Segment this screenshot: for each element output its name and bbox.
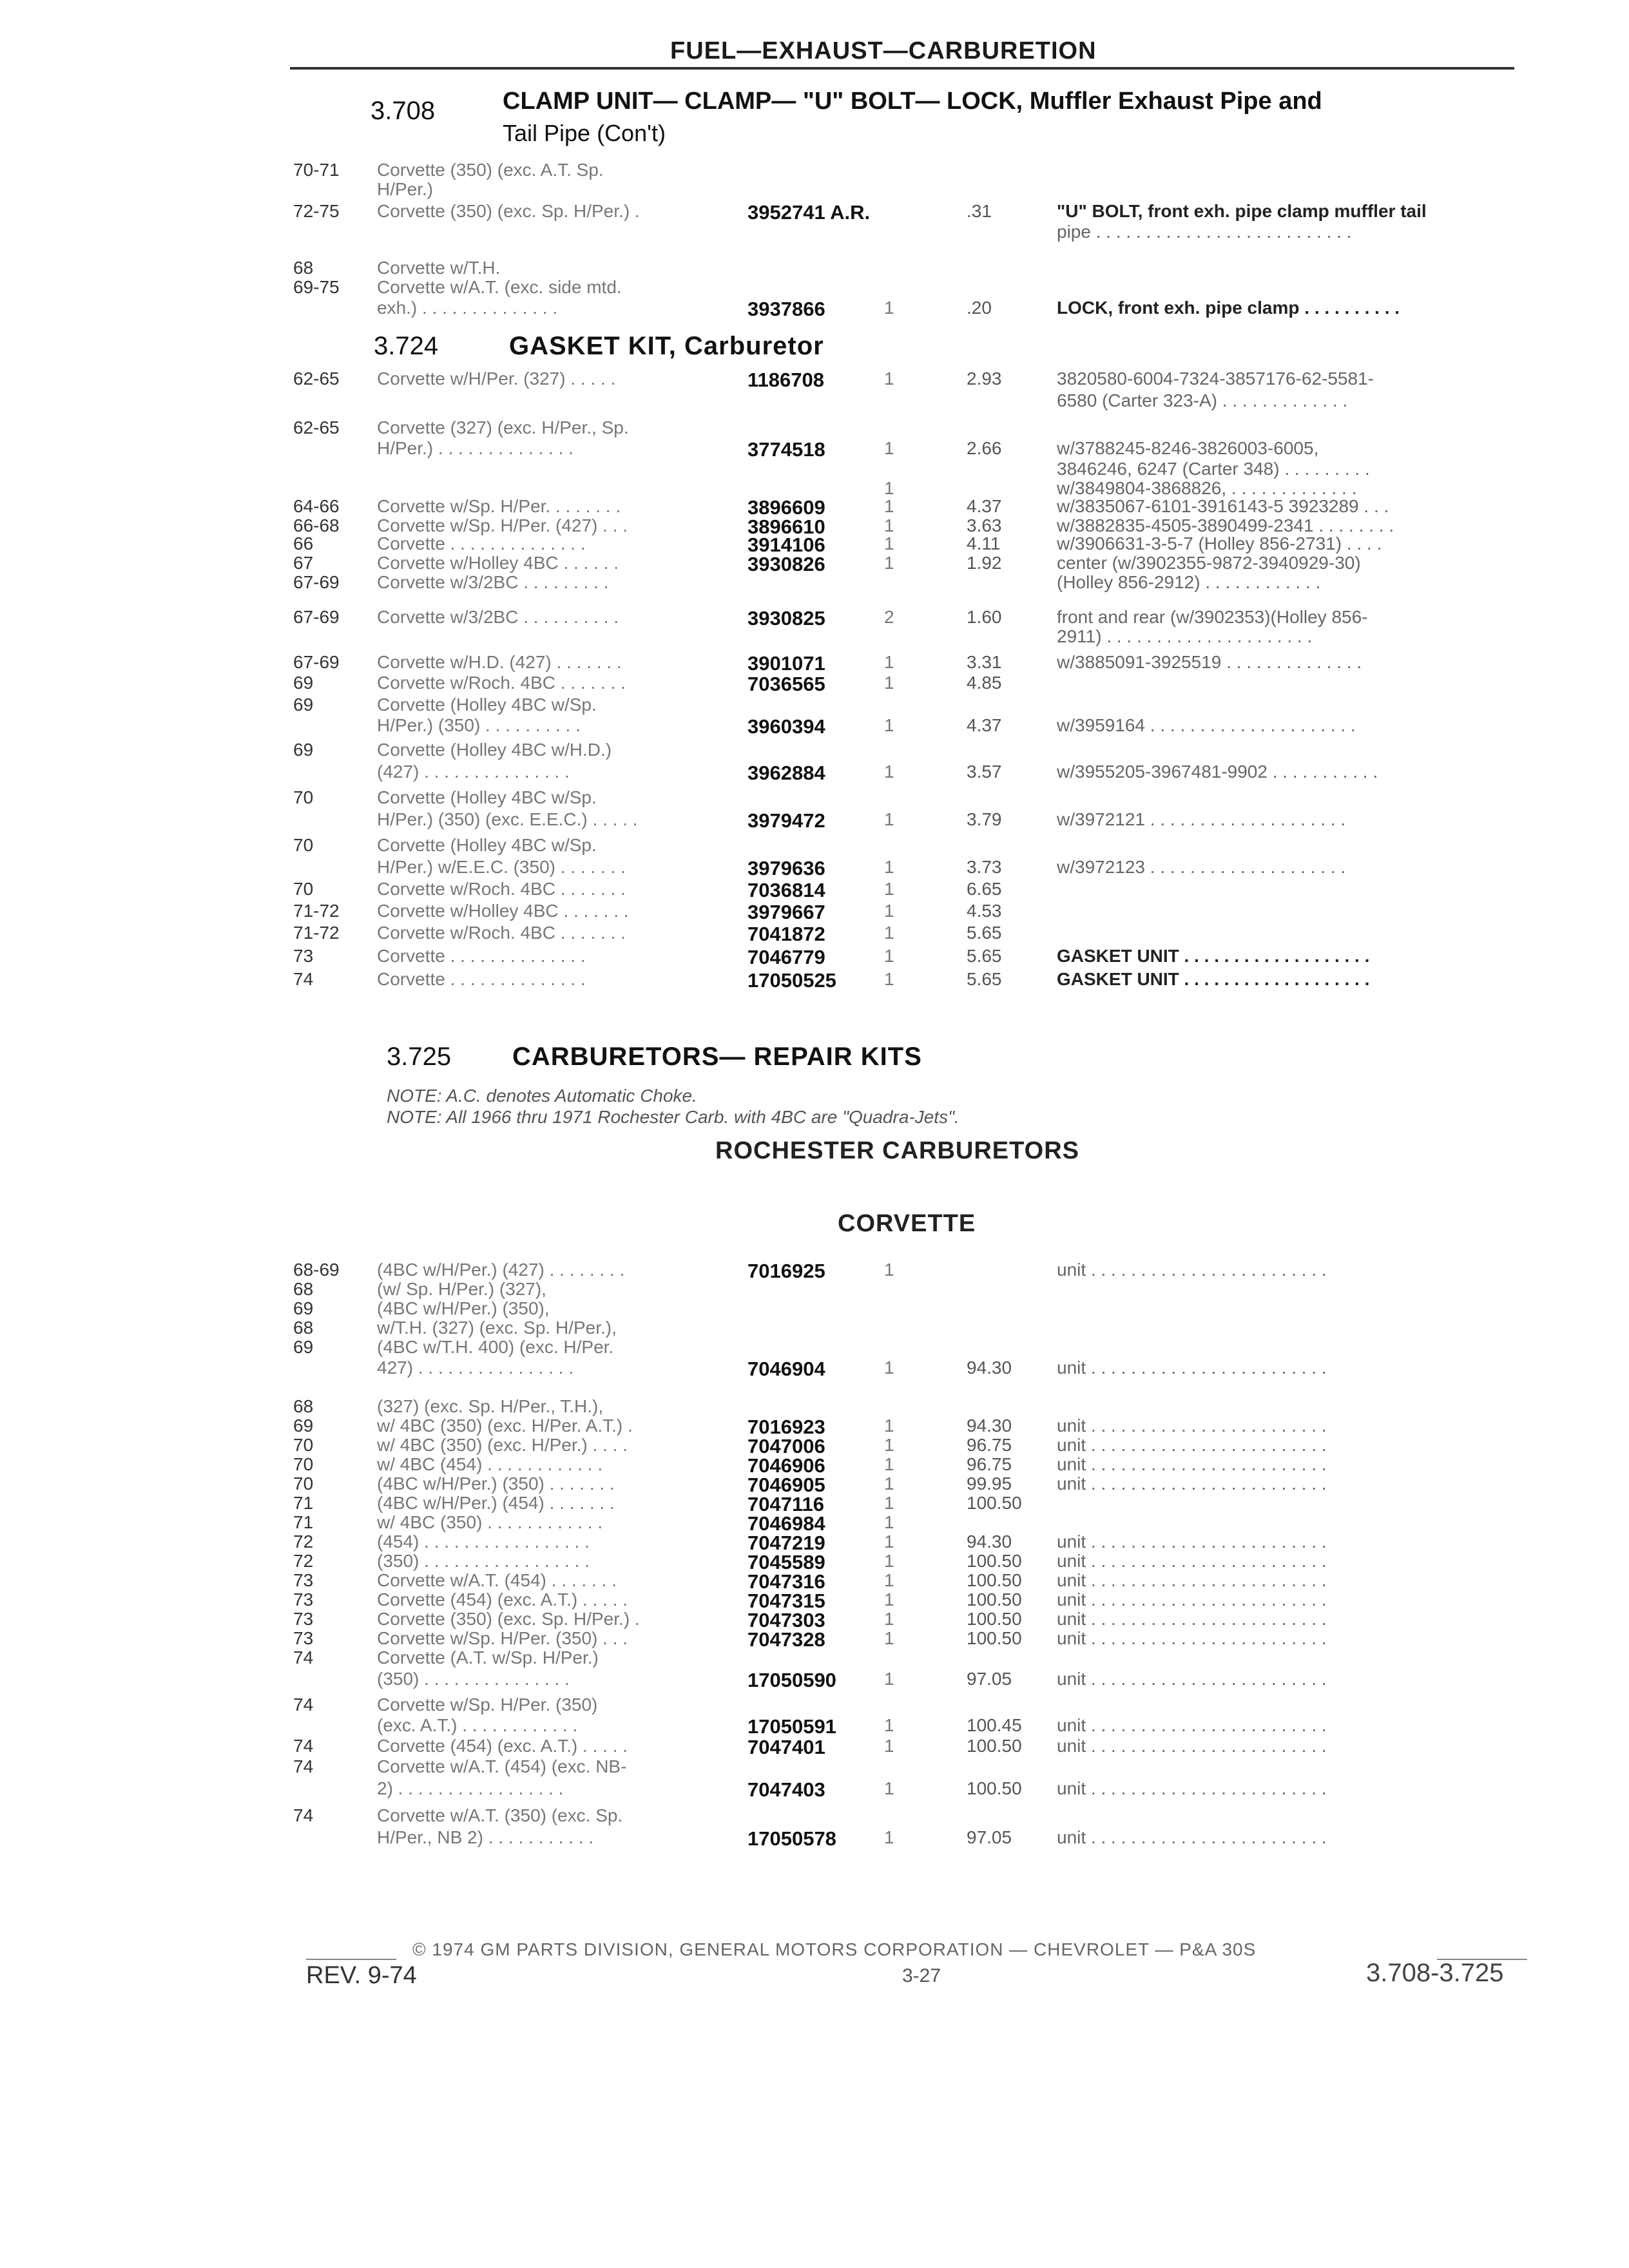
part-number-cell: 7047219 [747,1532,825,1554]
price-cell: 4.85 [967,673,1002,693]
part-number-cell: 7047316 [747,1570,825,1593]
year-cell: 68 [293,258,314,278]
year-cell: 67-69 [293,652,340,672]
quantity-cell: 1 [884,1474,894,1494]
year-cell: 68 [293,1318,314,1338]
part-number-cell: 7047401 [747,1736,825,1758]
year-cell: 70 [293,1435,314,1455]
section-range: 3.708-3.725 [1366,1959,1504,1987]
application-cell: H/Per., NB 2) . . . . . . . . . . . [377,1827,594,1847]
quantity-cell: 1 [884,553,894,573]
quantity-cell: 1 [884,857,894,877]
part-number-cell: 3901071 [747,652,825,675]
part-number-cell: 7016923 [747,1416,825,1438]
quantity-cell: 1 [884,901,894,921]
quantity-cell: 1 [884,1609,894,1629]
application-cell: Corvette (350) (exc. Sp. H/Per.) . [377,201,640,221]
quantity-cell: 1 [884,1416,894,1436]
application-cell: (350) . . . . . . . . . . . . . . . . . [377,1551,590,1571]
year-cell: 66-68 [293,515,340,535]
year-cell: 67 [293,553,314,573]
application-cell: Corvette w/H/Per. (327) . . . . . [377,369,616,389]
year-cell: 68 [293,1396,314,1416]
description-cell: w/3959164 . . . . . . . . . . . . . . . . . . . . . [1057,715,1356,735]
application-cell: w/ 4BC (350) (exc. H/Per.) . . . . [377,1435,628,1455]
footer-copyright: © 1974 GM PARTS DIVISION, GENERAL MOTORS CORPORATION — CHEVROLET — P&A 30S [412,1939,1257,1959]
price-cell: 97.05 [967,1827,1012,1847]
price-cell: 3.79 [967,809,1002,829]
part-number-cell: 7047328 [747,1628,825,1651]
part-number-cell: 7047303 [747,1609,825,1631]
application-cell: Corvette w/A.T. (454) . . . . . . . [377,1570,617,1590]
application-cell: Corvette w/T.H. [377,258,501,278]
quantity-cell: 1 [884,1454,894,1474]
application-cell: Corvette w/A.T. (350) (exc. Sp. [377,1805,623,1825]
year-cell: 68-69 [293,1260,340,1280]
quantity-cell: 1 [884,298,894,318]
application-cell: (4BC w/H/Per.) (350) . . . . . . . [377,1474,615,1494]
price-cell: 2.66 [967,438,1002,458]
application-cell: Corvette w/H.D. (427) . . . . . . . [377,652,622,672]
quantity-cell: 1 [884,438,894,458]
description-cell: 3820580-6004-7324-3857176-62-5581- [1057,369,1374,389]
quantity-cell: 2 [884,607,894,627]
quantity-cell: 1 [884,496,894,516]
part-number-cell: 7047116 [747,1493,824,1515]
year-cell: 69 [293,1298,314,1318]
description-cell: unit . . . . . . . . . . . . . . . . . . . . . . . . [1057,1570,1327,1590]
description-cell: w/3882835-4505-3890499-2341 . . . . . . . . [1057,515,1394,535]
description-cell: w/3788245-8246-3826003-6005, [1057,438,1319,458]
quantity-cell: 1 [884,369,894,389]
quantity-cell: 1 [884,879,894,899]
price-cell: 5.65 [967,946,1002,966]
quantity-cell: 1 [884,946,894,966]
application-cell: Corvette w/Holley 4BC . . . . . . . [377,901,629,921]
quantity-cell: 1 [884,1715,894,1735]
header-rule [290,67,1514,70]
section-number-3725: 3.725 [387,1043,452,1071]
part-number-cell: 7041872 [747,923,825,945]
part-number-cell: 3979636 [747,857,825,879]
part-number-cell: 17050590 [747,1669,836,1691]
revision-date: REV. 9-74 [306,1962,417,1989]
application-cell: Corvette (350) (exc. A.T. Sp. [377,160,604,180]
part-number-cell: 17050591 [747,1715,836,1738]
application-cell: (427) . . . . . . . . . . . . . . . [377,762,570,782]
description-cell: unit . . . . . . . . . . . . . . . . . . . . . . . . [1057,1358,1327,1378]
application-cell: Corvette (Holley 4BC w/H.D.) [377,740,612,760]
part-number-cell: 3896609 [747,496,825,519]
price-cell: 2.93 [967,369,1002,389]
year-cell: 72 [293,1551,314,1571]
application-cell: (454) . . . . . . . . . . . . . . . . . [377,1532,590,1552]
application-cell: w/ 4BC (350) (exc. H/Per. A.T.) . [377,1416,633,1436]
year-cell: 74 [293,969,314,989]
application-cell: Corvette (Holley 4BC w/Sp. [377,695,597,715]
quantity-cell: 1 [884,478,894,498]
quantity-cell: 1 [884,923,894,943]
price-cell: 94.30 [967,1416,1012,1436]
price-cell: .20 [967,298,992,318]
application-cell: exh.) . . . . . . . . . . . . . . [377,298,558,318]
application-cell: 2) . . . . . . . . . . . . . . . . . [377,1778,564,1798]
part-number-cell: 3960394 [747,715,825,738]
part-number-cell: 7046905 [747,1474,825,1496]
description-cell: unit . . . . . . . . . . . . . . . . . . . . . . . . [1057,1590,1327,1610]
application-cell: w/T.H. (327) (exc. Sp. H/Per.), [377,1318,617,1338]
price-cell: 94.30 [967,1532,1012,1552]
description-cell: w/3972123 . . . . . . . . . . . . . . . . . . . . [1057,857,1346,877]
year-cell: 70 [293,787,314,807]
description-cell: unit . . . . . . . . . . . . . . . . . . . . . . . . [1057,1551,1327,1571]
year-cell: 74 [293,1805,314,1825]
price-cell: 5.65 [967,969,1002,989]
section-title-3708: CLAMP UNIT— CLAMP— "U" BOLT— LOCK, Muffler Exhaust Pipe and [503,88,1322,115]
year-cell: 72-75 [293,201,340,221]
description-cell: unit . . . . . . . . . . . . . . . . . . . . . . . . [1057,1454,1327,1474]
price-cell: 1.92 [967,553,1002,573]
part-number-cell: 7016925 [747,1260,825,1282]
price-cell: 100.45 [967,1715,1022,1735]
part-number-cell: 7047006 [747,1435,825,1457]
year-cell: 62-65 [293,369,340,389]
application-cell: H/Per.) . . . . . . . . . . . . . . [377,438,574,458]
description-cell: unit . . . . . . . . . . . . . . . . . . . . . . . . [1057,1628,1327,1648]
description-cell: unit . . . . . . . . . . . . . . . . . . . . . . . . [1057,1532,1327,1552]
quantity-cell: 1 [884,1551,894,1571]
part-number-cell: 7047403 [747,1778,825,1801]
price-cell: 3.63 [967,515,1002,535]
application-cell: Corvette (A.T. w/Sp. H/Per.) [377,1648,599,1667]
year-cell: 67-69 [293,607,340,627]
quantity-cell: 1 [884,1570,894,1590]
quantity-cell: 1 [884,1628,894,1648]
section-number-3708: 3.708 [371,97,436,125]
description-cell: unit . . . . . . . . . . . . . . . . . . . . . . . . [1057,1416,1327,1436]
year-cell: 69-75 [293,277,340,297]
price-cell: 4.37 [967,715,1002,735]
description-cell: w/3835067-6101-3916143-5 3923289 . . . [1057,496,1389,516]
quantity-cell: 1 [884,1778,894,1798]
application-cell: Corvette w/Roch. 4BC . . . . . . . [377,923,626,943]
subhead-corvette: CORVETTE [838,1210,976,1237]
description-cell: center (w/3902355-9872-3940929-30) [1057,553,1361,573]
application-cell: Corvette . . . . . . . . . . . . . . [377,946,586,966]
description-cell: GASKET UNIT . . . . . . . . . . . . . . . . . . . [1057,946,1370,966]
year-cell: 72 [293,1532,314,1552]
application-cell: Corvette (Holley 4BC w/Sp. [377,787,597,807]
application-cell: Corvette (327) (exc. H/Per., Sp. [377,418,629,437]
quantity-cell: 1 [884,1435,894,1455]
application-cell: H/Per.) w/E.E.C. (350) . . . . . . . [377,857,626,877]
description-cell: LOCK, front exh. pipe clamp . . . . . . . . . . [1057,298,1400,318]
description-cell: unit . . . . . . . . . . . . . . . . . . . . . . . . [1057,1669,1327,1689]
part-number-cell: 3930826 [747,553,825,575]
year-cell: 74 [293,1756,314,1776]
note-quadra-jets: NOTE: All 1966 thru 1971 Rochester Carb. with 4BC are "Quadra-Jets". [387,1107,959,1127]
year-cell: 73 [293,1590,314,1610]
price-cell: 100.50 [967,1570,1022,1590]
part-number-cell: 3930825 [747,607,825,629]
application-cell: Corvette . . . . . . . . . . . . . . [377,969,586,989]
year-cell: 74 [293,1648,314,1667]
section-title-3725: CARBURETORS— REPAIR KITS [512,1043,922,1071]
year-cell: 70-71 [293,160,340,180]
application-cell: (350) . . . . . . . . . . . . . . . [377,1669,570,1689]
description-cell: 2911) . . . . . . . . . . . . . . . . . . . . . [1057,626,1313,646]
application-cell: w/ 4BC (350) . . . . . . . . . . . . [377,1512,603,1532]
quantity-cell: 1 [884,1358,894,1378]
description-cell: front and rear (w/3902353)(Holley 856- [1057,607,1368,627]
application-cell: w/ 4BC (454) . . . . . . . . . . . . [377,1454,603,1474]
description-cell: (Holley 856-2912) . . . . . . . . . . . . [1057,572,1321,592]
description-cell: 6580 (Carter 323-A) . . . . . . . . . . . . . [1057,390,1348,410]
application-cell: Corvette w/Sp. H/Per. (350) [377,1695,598,1715]
description-cell: pipe . . . . . . . . . . . . . . . . . . . . . . . . . . [1057,222,1352,242]
page-number: 3-27 [902,1965,941,1986]
quantity-cell: 1 [884,1493,894,1513]
quantity-cell: 1 [884,715,894,735]
application-cell: Corvette (454) (exc. A.T.) . . . . . [377,1590,628,1610]
price-cell: 5.65 [967,923,1002,943]
year-cell: 71 [293,1493,314,1513]
application-cell: 427) . . . . . . . . . . . . . . . . [377,1358,574,1378]
price-cell: 100.50 [967,1590,1022,1610]
quantity-cell: 1 [884,1736,894,1756]
part-number-cell: 1186708 [747,369,824,391]
year-cell: 69 [293,695,314,715]
year-cell: 70 [293,879,314,899]
quantity-cell: 1 [884,969,894,989]
application-cell: H/Per.) (350) (exc. E.E.C.) . . . . . [377,809,638,829]
section-title-3724: GASKET KIT, Carburetor [509,332,824,360]
price-cell: .31 [967,201,992,221]
price-cell: 96.75 [967,1454,1012,1474]
part-number-cell: 7047315 [747,1590,825,1612]
part-number-cell: 3774518 [747,438,825,461]
part-number-cell: 17050578 [747,1827,836,1850]
quantity-cell: 1 [884,762,894,782]
part-number-cell: 3937866 [747,298,825,320]
price-cell: 96.75 [967,1435,1012,1455]
price-cell: 4.37 [967,496,1002,516]
quantity-cell: 1 [884,673,894,693]
application-cell: (4BC w/H/Per.) (454) . . . . . . . [377,1493,615,1513]
description-cell: w/3849804-3868826, . . . . . . . . . . . . . [1057,478,1357,498]
quantity-cell: 1 [884,533,894,553]
year-cell: 69 [293,673,314,693]
year-cell: 68 [293,1279,314,1299]
application-cell: Corvette w/A.T. (454) (exc. NB- [377,1756,627,1776]
year-cell: 66 [293,533,314,553]
description-cell: w/3955205-3967481-9902 . . . . . . . . . . . [1057,762,1378,782]
application-cell: Corvette . . . . . . . . . . . . . . [377,533,586,553]
quantity-cell: 1 [884,1590,894,1610]
application-cell: Corvette w/Roch. 4BC . . . . . . . [377,879,626,899]
application-cell: (327) (exc. Sp. H/Per., T.H.), [377,1396,604,1416]
description-cell: unit . . . . . . . . . . . . . . . . . . . . . . . . [1057,1435,1327,1455]
part-number-cell: 3952741 A.R. [747,201,871,224]
description-cell: unit . . . . . . . . . . . . . . . . . . . . . . . . [1057,1260,1327,1280]
description-cell: w/3885091-3925519 . . . . . . . . . . . . . . [1057,652,1362,672]
price-cell: 3.57 [967,762,1002,782]
application-cell: Corvette w/Sp. H/Per. (427) . . . [377,515,628,535]
price-cell: 100.50 [967,1493,1022,1513]
part-number-cell: 7045589 [747,1551,825,1573]
quantity-cell: 1 [884,1512,894,1532]
year-cell: 71-72 [293,901,340,921]
description-cell: unit . . . . . . . . . . . . . . . . . . . . . . . . [1057,1736,1327,1756]
year-cell: 70 [293,835,314,855]
page-header-title: FUEL—EXHAUST—CARBURETION [670,37,1097,64]
description-cell: unit . . . . . . . . . . . . . . . . . . . . . . . . [1057,1715,1327,1735]
application-cell: Corvette (350) (exc. Sp. H/Per.) . [377,1609,640,1629]
price-cell: 3.73 [967,857,1002,877]
part-number-cell: 3962884 [747,762,825,784]
application-cell: Corvette w/Sp. H/Per. (350) . . . [377,1628,628,1648]
application-cell: Corvette w/3/2BC . . . . . . . . . . [377,607,619,627]
price-cell: 100.50 [967,1551,1022,1571]
part-number-cell: 3979472 [747,809,825,832]
year-cell: 67-69 [293,572,340,592]
description-cell: w/3906631-3-5-7 (Holley 856-2731) . . . . [1057,533,1382,553]
part-number-cell: 7046904 [747,1358,825,1380]
application-cell: H/Per.) (350) . . . . . . . . . . [377,715,581,735]
price-cell: 100.50 [967,1628,1022,1648]
price-cell: 6.65 [967,879,1002,899]
part-number-cell: 7036814 [747,879,825,901]
year-cell: 62-65 [293,418,340,437]
description-cell: unit . . . . . . . . . . . . . . . . . . . . . . . . [1057,1827,1327,1847]
part-number-cell: 3896610 [747,515,825,538]
quantity-cell: 1 [884,652,894,672]
section-number-3724: 3.724 [374,332,439,360]
price-cell: 1.60 [967,607,1002,627]
price-cell: 94.30 [967,1358,1012,1378]
price-cell: 4.53 [967,901,1002,921]
application-cell: Corvette w/Holley 4BC . . . . . . [377,553,619,573]
year-cell: 71-72 [293,923,340,943]
quantity-cell: 1 [884,1827,894,1847]
price-cell: 100.50 [967,1609,1022,1629]
description-cell: w/3972121 . . . . . . . . . . . . . . . . . . . . [1057,809,1346,829]
description-cell: GASKET UNIT . . . . . . . . . . . . . . . . . . . [1057,969,1370,989]
year-cell: 70 [293,1474,314,1494]
year-cell: 73 [293,1628,314,1648]
year-cell: 73 [293,946,314,966]
description-cell: unit . . . . . . . . . . . . . . . . . . . . . . . . [1057,1778,1327,1798]
application-cell: (4BC w/T.H. 400) (exc. H/Per. [377,1337,614,1357]
quantity-cell: 1 [884,1260,894,1280]
footer-rule-left [306,1959,396,1960]
application-cell: (w/ Sp. H/Per.) (327), [377,1279,546,1299]
application-cell: Corvette w/Roch. 4BC . . . . . . . [377,673,626,693]
year-cell: 64-66 [293,496,340,516]
description-cell: "U" BOLT, front exh. pipe clamp muffler tail [1057,201,1427,221]
note-automatic-choke: NOTE: A.C. denotes Automatic Choke. [387,1086,697,1106]
year-cell: 73 [293,1570,314,1590]
application-cell: Corvette w/3/2BC . . . . . . . . . [377,572,609,592]
part-number-cell: 7046984 [747,1512,825,1535]
part-number-cell: 7046906 [747,1454,825,1477]
year-cell: 69 [293,1337,314,1357]
application-cell: (4BC w/H/Per.) (350), [377,1298,550,1318]
year-cell: 70 [293,1454,314,1474]
quantity-cell: 1 [884,1532,894,1552]
subhead-rochester: ROCHESTER CARBURETORS [715,1137,1080,1164]
application-cell: Corvette w/Sp. H/Per. . . . . . . . [377,496,621,516]
description-cell: 3846246, 6247 (Carter 348) . . . . . . . . . [1057,459,1370,479]
quantity-cell: 1 [884,1669,894,1689]
quantity-cell: 1 [884,515,894,535]
quantity-cell: 1 [884,809,894,829]
part-number-cell: 3914106 [747,533,825,556]
description-cell: unit . . . . . . . . . . . . . . . . . . . . . . . . [1057,1474,1327,1494]
application-cell: (4BC w/H/Per.) (427) . . . . . . . . [377,1260,625,1280]
year-cell: 69 [293,740,314,760]
year-cell: 74 [293,1695,314,1715]
price-cell: 3.31 [967,652,1002,672]
year-cell: 74 [293,1736,314,1756]
price-cell: 100.50 [967,1736,1022,1756]
application-cell: H/Per.) [377,179,434,199]
price-cell: 99.95 [967,1474,1012,1494]
application-cell: Corvette w/A.T. (exc. side mtd. [377,277,622,297]
year-cell: 69 [293,1416,314,1436]
description-cell: unit . . . . . . . . . . . . . . . . . . . . . . . . [1057,1609,1327,1629]
price-cell: 4.11 [967,533,1001,553]
part-number-cell: 7036565 [747,673,825,695]
part-number-cell: 17050525 [747,969,836,992]
part-number-cell: 7046779 [747,946,825,968]
year-cell: 73 [293,1609,314,1629]
part-number-cell: 3979667 [747,901,825,923]
price-cell: 97.05 [967,1669,1012,1689]
year-cell: 71 [293,1512,314,1532]
application-cell: Corvette (Holley 4BC w/Sp. [377,835,597,855]
section-title-3708-cont: Tail Pipe (Con't) [503,120,666,146]
application-cell: (exc. A.T.) . . . . . . . . . . . . [377,1715,578,1735]
price-cell: 100.50 [967,1778,1022,1798]
application-cell: Corvette (454) (exc. A.T.) . . . . . [377,1736,628,1756]
